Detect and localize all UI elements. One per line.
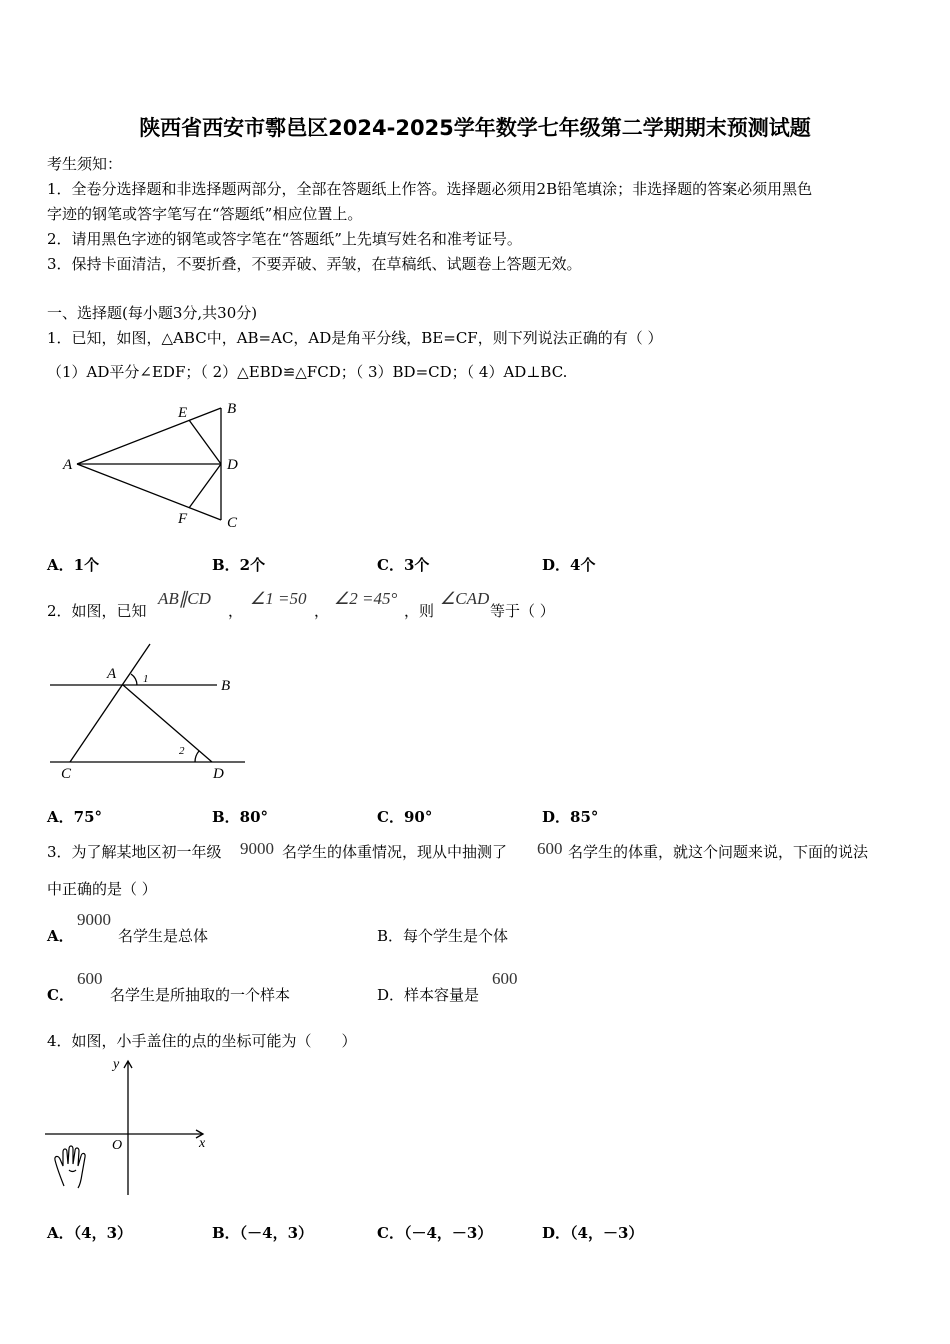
- q1-label-f: F: [178, 511, 188, 527]
- q2-label-c: C: [61, 766, 72, 782]
- q2-label-b: B: [221, 678, 231, 694]
- q1-label-b: B: [227, 401, 237, 417]
- q2-option-b[interactable]: B．80°: [212, 808, 269, 826]
- q3-option-b[interactable]: B．每个学生是个体: [377, 927, 509, 945]
- q1-option-b[interactable]: B．2个: [212, 556, 266, 574]
- q4-label-origin: O: [112, 1138, 123, 1153]
- q3-option-d-text: D．样本容量是: [377, 986, 480, 1004]
- notice-heading: 考生须知：: [47, 155, 123, 173]
- q1-label-e: E: [178, 405, 188, 421]
- q2-separator-3: ，则: [404, 602, 435, 620]
- q2-label-angle-1: 1: [143, 673, 149, 685]
- q3-option-a-number: 9000: [77, 910, 111, 929]
- q2-separator-1: ，: [228, 602, 244, 620]
- q3-option-c-label: C．: [47, 986, 74, 1004]
- q2-parallel-lines-figure: [45, 640, 245, 785]
- q2-option-d[interactable]: D．85°: [542, 808, 599, 826]
- q2-separator-2: ，: [314, 602, 330, 620]
- q4-label-y: y: [113, 1057, 120, 1072]
- section-heading: 一、选择题(每小题3分,共30分): [47, 304, 258, 322]
- q3-number-population: 9000: [240, 839, 274, 858]
- q3-stem-line-2: 中正确的是（ ）: [47, 880, 157, 898]
- q2-label-angle-2: 2: [179, 745, 185, 757]
- notice-item-1-line-1: 1．全卷分选择题和非选择题两部分，全部在答题纸上作答。选择题必须用2B铅笔填涂；非选择题的答案必须用黑色: [47, 180, 813, 198]
- q1-label-d: D: [227, 457, 238, 473]
- q3-stem-part-1: 3．为了解某地区初一年级: [47, 843, 222, 861]
- q2-condition-angle-1: ∠1 =50: [250, 589, 307, 608]
- q1-triangle-figure: [55, 392, 255, 537]
- q3-option-d-number: 600: [492, 969, 518, 988]
- q1-label-a: A: [63, 457, 73, 473]
- q2-target-angle: ∠CAD: [440, 589, 490, 608]
- q3-option-c-text: 名学生是所抽取的一个样本: [110, 986, 291, 1004]
- q1-stem: 1．已知，如图，△ABC中，AB=AC，AD是角平分线，BE=CF，则下列说法正确的有（ ）: [47, 329, 663, 347]
- q4-option-d[interactable]: D．（4，－3）: [542, 1224, 644, 1242]
- q2-option-a[interactable]: A．75°: [47, 808, 103, 826]
- q2-condition-angle-2: ∠2 =45°: [334, 589, 398, 608]
- notice-item-3: 3．保持卡面清洁，不要折叠，不要弄破、弄皱，在草稿纸、试题卷上答题无效。: [47, 255, 582, 273]
- hand-icon: [55, 1146, 85, 1188]
- q2-option-c[interactable]: C．90°: [377, 808, 433, 826]
- q4-stem: 4．如图，小手盖住的点的坐标可能为（ ）: [47, 1032, 357, 1050]
- q3-option-a-text: 名学生是总体: [118, 927, 209, 945]
- q1-statements: （1）AD平分∠EDF；（ 2）△EBD≌△FCD；（ 3）BD=CD；（ 4）AD⊥BC.: [47, 363, 568, 381]
- q2-stem-prefix: 2．如图，已知: [47, 602, 147, 620]
- q2-condition-parallel: AB∥CD: [158, 589, 211, 608]
- q4-option-c[interactable]: C．（－4，－3）: [377, 1224, 493, 1242]
- q2-label-a: A: [107, 666, 117, 682]
- q4-coordinate-figure: [42, 1052, 222, 1202]
- page-title: 陕西省西安市鄠邑区2024-2025学年数学七年级第二学期期末预测试题: [139, 116, 811, 140]
- q2-label-d: D: [213, 766, 224, 782]
- q3-number-sample: 600: [537, 839, 563, 858]
- q4-label-x: x: [199, 1136, 206, 1151]
- notice-item-2: 2．请用黑色字迹的钢笔或答字笔在“答题纸”上先填写姓名和准考证号。: [47, 230, 522, 248]
- q3-option-c-number: 600: [77, 969, 103, 988]
- q1-label-c: C: [227, 515, 238, 531]
- q1-option-d[interactable]: D．4个: [542, 556, 596, 574]
- q3-option-a-label: A．: [47, 927, 74, 945]
- q4-option-a[interactable]: A．（4，3）: [47, 1224, 133, 1242]
- q1-option-a[interactable]: A．1个: [47, 556, 100, 574]
- notice-item-1-line-2: 字迹的钢笔或答字笔写在“答题纸”相应位置上。: [47, 205, 363, 223]
- q3-stem-part-3: 名学生的体重，就这个问题来说，下面的说法: [568, 843, 869, 861]
- q4-option-b[interactable]: B．（－4，3）: [212, 1224, 314, 1242]
- q2-stem-suffix: 等于（ ）: [490, 602, 555, 620]
- q1-option-c[interactable]: C．3个: [377, 556, 430, 574]
- q3-stem-part-2: 名学生的体重情况，现从中抽测了: [282, 843, 508, 861]
